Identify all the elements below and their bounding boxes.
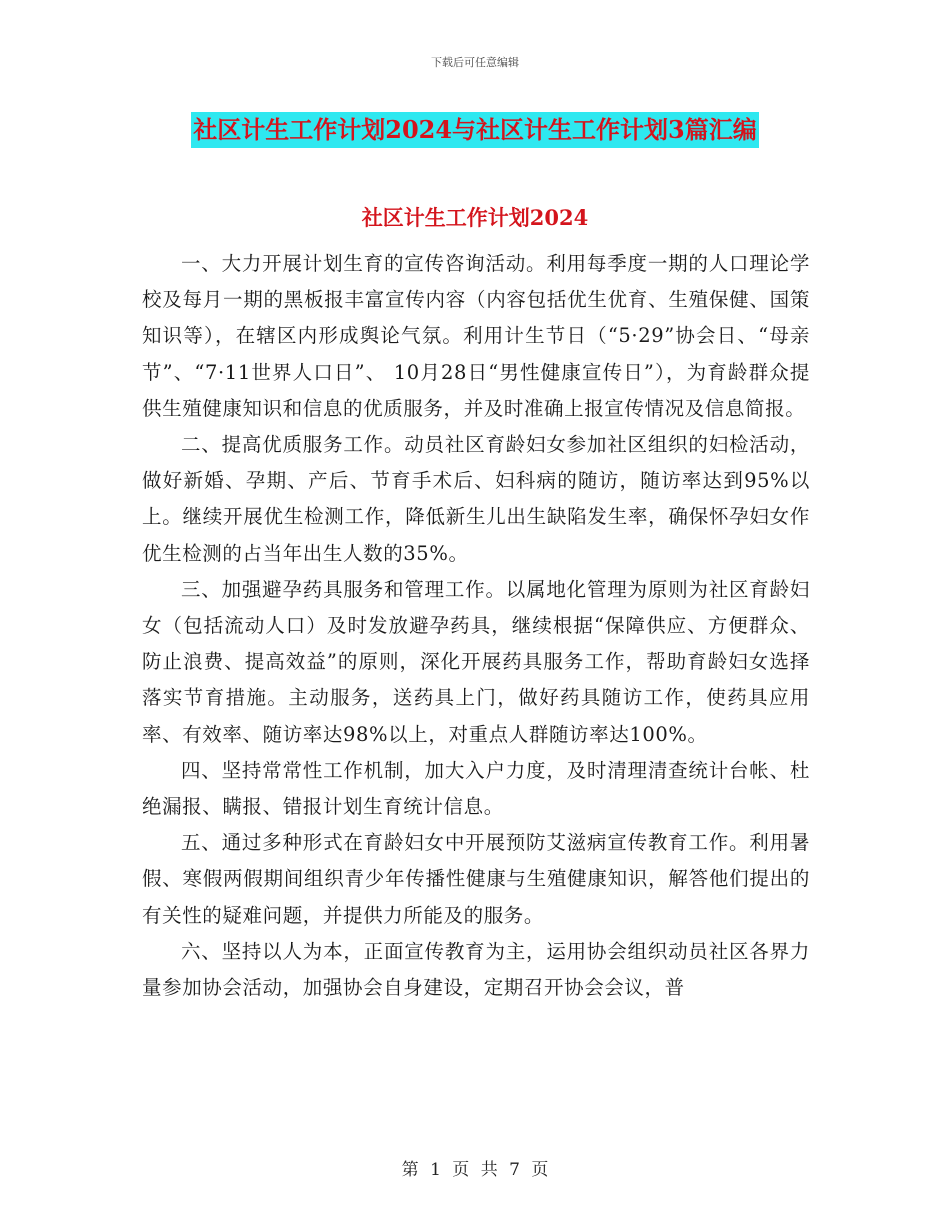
paragraph-2: 二、提高优质服务工作。动员社区育龄妇女参加社区组织的妇检活动，做好新婚、孕期、产后、节育手术后、妇科病的随访，随访率达到95%以上。继续开展优生检测工作，降低新生儿出生缺陷发生率，确保怀孕妇女作优生检测的占当年出生人数的35%。 bbox=[142, 433, 810, 565]
header-note: 下载后可任意编辑 bbox=[431, 56, 519, 69]
main-title: 社区计生工作计划2024与社区计生工作计划3篇汇编 bbox=[191, 112, 759, 148]
document-body bbox=[142, 246, 810, 1006]
main-title-container bbox=[0, 112, 950, 148]
paragraph-6: 六、坚持以人为本，正面宣传教育为主，运用协会组织动员社区各界力量参加协会活动，加强协会自身建设，定期召开协会会议，普 bbox=[142, 939, 810, 1000]
page-number-footer: 第 1 页 共 7 页 bbox=[401, 1160, 549, 1180]
paragraph-4: 四、坚持常常性工作机制，加大入户力度，及时清理清查统计台帐、杜绝漏报、瞒报、错报计划生育统计信息。 bbox=[142, 758, 810, 819]
paragraph-3: 三、加强避孕药具服务和管理工作。以属地化管理为原则为社区育龄妇女（包括流动人口）及时发放避孕药具，继续根据“保障供应、方便群众、防止浪费、提高效益”的原则，深化开展药具服务工作，帮助育龄妇女选择落实节育措施。主动服务，送药具上门，做好药具随访工作，使药具应用率、有效率、随访率达98%以上，对重点人群随访率达100%。 bbox=[142, 577, 810, 746]
section-title: 社区计生工作计划2024 bbox=[361, 205, 589, 230]
paragraph-5: 五、通过多种形式在育龄妇女中开展预防艾滋病宣传教育工作。利用暑假、寒假两假期间组织青少年传播性健康与生殖健康知识，解答他们提出的有关性的疑难问题，并提供力所能及的服务。 bbox=[142, 831, 810, 927]
paragraph-1: 一、大力开展计划生育的宣传咨询活动。利用每季度一期的人口理论学校及每月一期的黑板报丰富宣传内容（内容包括优生优育、生殖保健、国策知识等），在辖区内形成舆论气氛。利用计生节日（“5·29”协会日、“母亲节”、“7·11世界人口日”、 10月28日“男性健康宣传日”），为育龄群众提供生殖健康知识和信息的优质服务，并及时准确上报宣传情况及信息简报。 bbox=[142, 252, 810, 420]
